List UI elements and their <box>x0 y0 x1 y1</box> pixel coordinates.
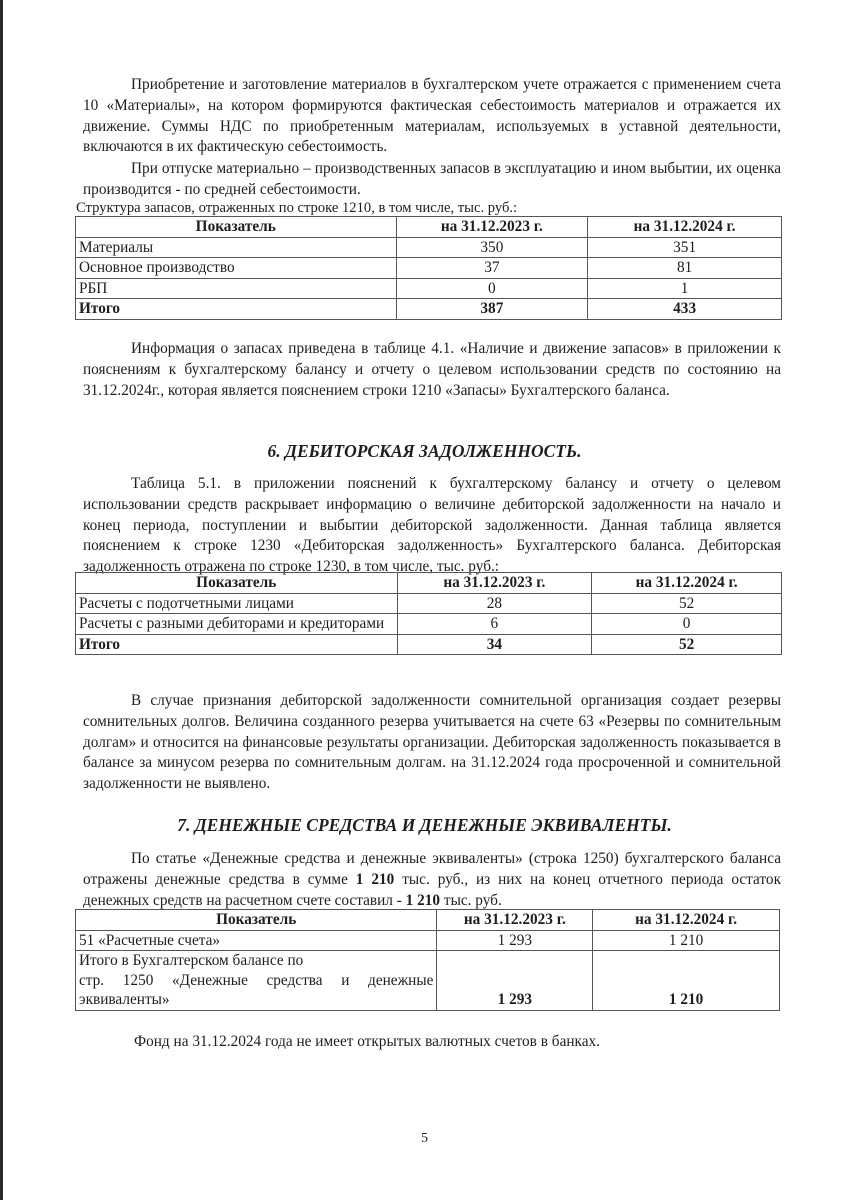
section-heading-cash: 7. ДЕНЕЖНЫЕ СРЕДСТВА И ДЕНЕЖНЫЕ ЭКВИВАЛЕНТЫ. <box>177 815 672 835</box>
section-heading-receivables: 6. ДЕБИТОРСКАЯ ЗАДОЛЖЕННОСТЬ. <box>267 441 582 461</box>
column-header: на 31.12.2024 г. <box>593 910 780 931</box>
row-label: Итого <box>76 299 397 320</box>
cell-value: 1 293 <box>437 930 593 951</box>
cell-value: 1 293 <box>437 951 593 1011</box>
table-total-row <box>76 951 780 1011</box>
paragraph-text: По статье «Денежные средства и денежные эквиваленты» (строка 1250) бухгалтерского баланса отражены денежные средства в сумме <box>83 850 781 888</box>
paragraph-cash-balance <box>83 849 781 911</box>
cell-value: 0 <box>396 278 588 299</box>
table-header-row <box>76 910 780 931</box>
row-label: 51 «Расчетные счета» <box>76 930 437 951</box>
cell-value: 81 <box>588 258 782 279</box>
cell-value: 52 <box>592 593 782 614</box>
paragraph-text: тыс. руб., из них на конец отчетного периода остаток денежных средств на расчетном счете составил - <box>83 870 781 909</box>
cash-amount: 1 210 <box>355 870 395 888</box>
row-label: РБП <box>76 278 397 299</box>
row-label-line: стр. 1250 «Денежные средства и денежные <box>79 971 434 989</box>
table-row <box>76 593 782 614</box>
paragraph-text: При отпуске материально – производственных запасов в эксплуатацию и ином выбытии, их оценка производится - по средней себестоимости. <box>83 160 781 198</box>
paragraph-text: В случае признания дебиторской задолженности сомнительной организация создает резервы сомнительных долгов. Величина созданного резерва учитывается на счете 63 «Резервы по сомнительным долгам» и относится на финансовые результаты организации. Дебиторская задолженность показывается в балансе за минусом резерва по сомнительным долгам. на 31.12.2024 года просроченной и сомнительной задолженности не выявлено. <box>83 692 781 793</box>
column-header: на 31.12.2024 г. <box>592 573 782 594</box>
cell-value: 28 <box>397 593 592 614</box>
paragraph-receivables-table-info <box>83 474 781 578</box>
row-label-line: Итого в Бухгалтерском балансе по <box>79 952 304 969</box>
cell-value: 34 <box>397 634 592 655</box>
table-header-row <box>76 217 782 238</box>
row-label: Итого <box>76 634 398 655</box>
cell-value: 387 <box>396 299 588 320</box>
scan-edge <box>0 0 3 1200</box>
paragraph-inventory-info <box>83 339 781 401</box>
paragraph-materials-accounting <box>83 75 781 158</box>
paragraph-text: Таблица 5.1. в приложении пояснений к бухгалтерскому балансу и отчету о целевом использовании средств раскрывает информацию о величине дебиторской задолженности на начало и конец периода, поступлении и выбытии дебиторской задолженности. Данная таблица является пояснением к строке 1230 «Дебиторская задолженность» Бухгалтерского баланса. Дебиторская задолженность отражена по строке 1230, в том числе, тыс. руб.: <box>83 475 781 576</box>
row-label: Материалы <box>76 237 397 258</box>
row-label: Основное производство <box>76 258 397 279</box>
cell-value: 6 <box>397 614 592 635</box>
paragraph-text: Информация о запасах приведена в таблице 4.1. «Наличие и движение запасов» в приложении к пояснениям к бухгалтерскому балансу и отчету о целевом использовании средств по состоянию на 31.12.2024г., которая является пояснением строки 1210 «Запасы» Бухгалтерского баланса. <box>83 340 781 399</box>
page-number: 5 <box>421 1131 428 1146</box>
receivables-table <box>75 572 782 655</box>
cash-amount: 1 210 <box>405 891 441 909</box>
paragraph-text: тыс. руб. <box>440 891 502 909</box>
row-label: Расчеты с подотчетными лицами <box>76 593 398 614</box>
column-header: на 31.12.2023 г. <box>397 573 592 594</box>
column-header: Показатель <box>76 573 398 594</box>
row-label <box>76 951 437 1011</box>
table-row <box>76 278 782 299</box>
table-header-row <box>76 573 782 594</box>
cell-value: 350 <box>396 237 588 258</box>
cell-value: 1 210 <box>593 930 780 951</box>
cash-table <box>75 909 780 1011</box>
inventory-table <box>75 216 782 320</box>
row-label-line: эквиваленты» <box>79 991 170 1008</box>
column-header: Показатель <box>76 910 437 931</box>
column-header: на 31.12.2023 г. <box>437 910 593 931</box>
column-header: на 31.12.2023 г. <box>396 217 588 238</box>
paragraph-text: Приобретение и заготовление материалов в бухгалтерском учете отражается с применением счета 10 «Материалы», на котором формируются фактическая себестоимость материалов и отражается их движение. Суммы НДС по приобретенным материалам, используемых в уставной деятельности, включаются в их фактическую себестоимость. <box>83 76 781 156</box>
paragraph-foreign-currency: Фонд на 31.12.2024 года не имеет открытых валютных счетов в банках. <box>134 1033 601 1050</box>
cell-value: 1 210 <box>593 951 780 1011</box>
table-total-row <box>76 299 782 320</box>
column-header: Показатель <box>76 217 397 238</box>
cell-value: 433 <box>588 299 782 320</box>
table-total-row <box>76 634 782 655</box>
table-caption-inventory: Структура запасов, отраженных по строке 1210, в том числе, тыс. руб.: <box>76 200 518 216</box>
cell-value: 0 <box>592 614 782 635</box>
cell-value: 52 <box>592 634 782 655</box>
column-header: на 31.12.2024 г. <box>588 217 782 238</box>
paragraph-doubtful-debts <box>83 691 781 795</box>
cell-value: 1 <box>588 278 782 299</box>
table-row <box>76 930 780 951</box>
cell-value: 351 <box>588 237 782 258</box>
paragraph-inventory-disposal <box>83 159 781 201</box>
table-row <box>76 237 782 258</box>
cell-value: 37 <box>396 258 588 279</box>
table-row <box>76 258 782 279</box>
row-label: Расчеты с разными дебиторами и кредиторами <box>76 614 398 635</box>
table-row <box>76 614 782 635</box>
